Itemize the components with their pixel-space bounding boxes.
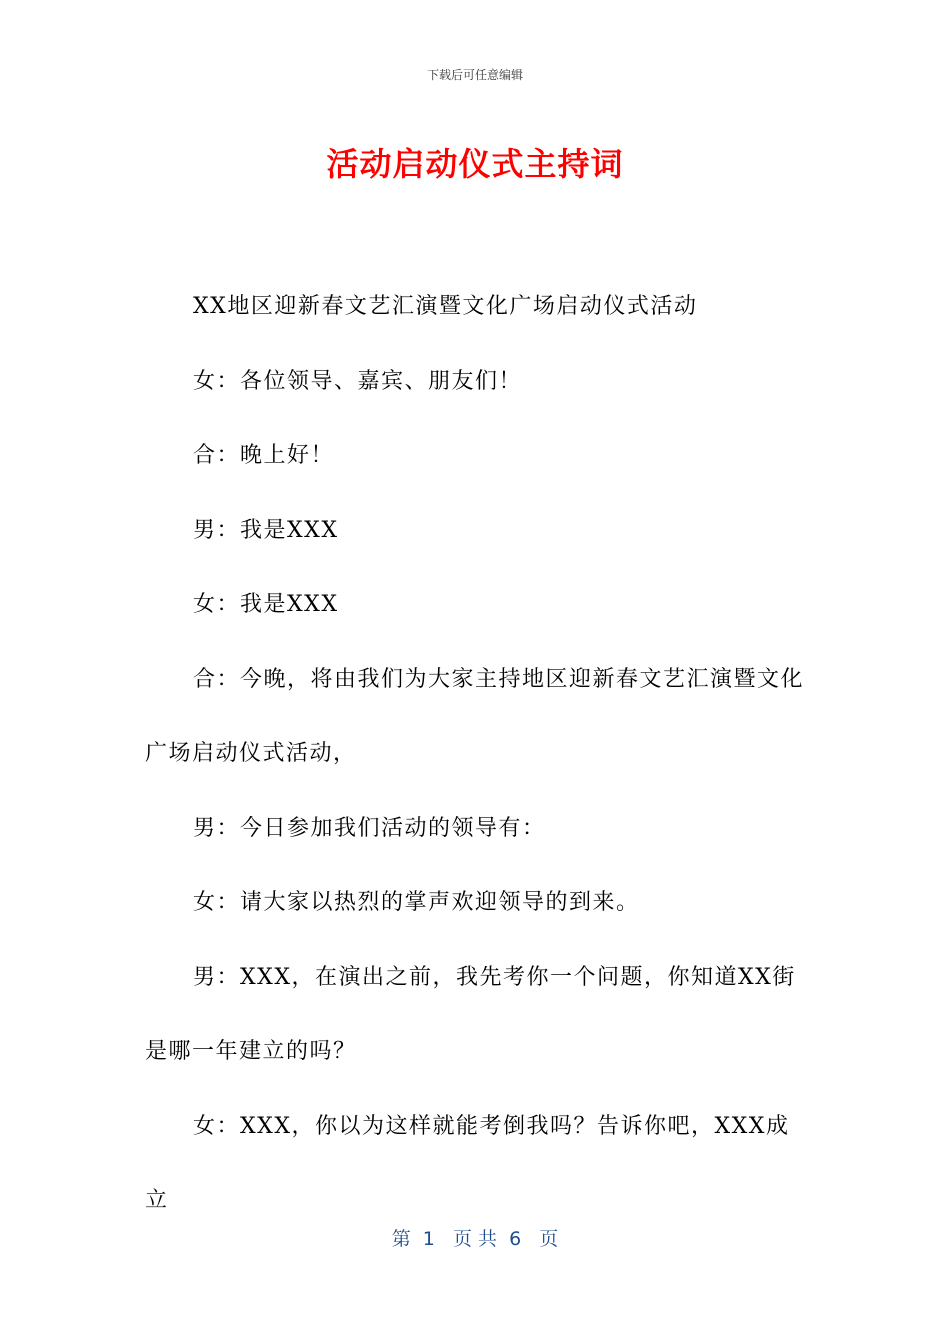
paragraph: 男：XXX，在演出之前，我先考你一个问题，你知道XX街是哪一年建立的吗？ xyxy=(145,964,796,1064)
paragraph: 女：请大家以热烈的掌声欢迎领导的到来。 xyxy=(193,890,640,915)
paragraph: 男：我是XXX xyxy=(193,517,339,543)
page-number-footer: 第 1 页 共 6 页 xyxy=(391,1228,559,1250)
paragraph: 女：各位领导、嘉宾、朋友们！ xyxy=(193,368,523,394)
paragraph: 男：今日参加我们活动的领导有： xyxy=(193,815,546,841)
paragraph: 女：我是XXX xyxy=(193,592,339,617)
paragraph: 合：今晚，将由我们为大家主持地区迎新春文艺汇演暨文化广场启动仪式活动， xyxy=(145,666,805,766)
paragraph: 合：晚上好！ xyxy=(193,443,335,468)
paragraph: XX地区迎新春文艺汇演暨文化广场启动仪式活动 xyxy=(193,294,698,319)
paragraph: 女：XXX，你以为这样就能考倒我吗？告诉你吧，XXX成立 xyxy=(145,1113,790,1213)
page-header-note: 下载后可任意编辑 xyxy=(426,68,523,82)
document-title: 活动启动仪式主持词 xyxy=(326,145,624,183)
document-body xyxy=(145,270,805,1239)
